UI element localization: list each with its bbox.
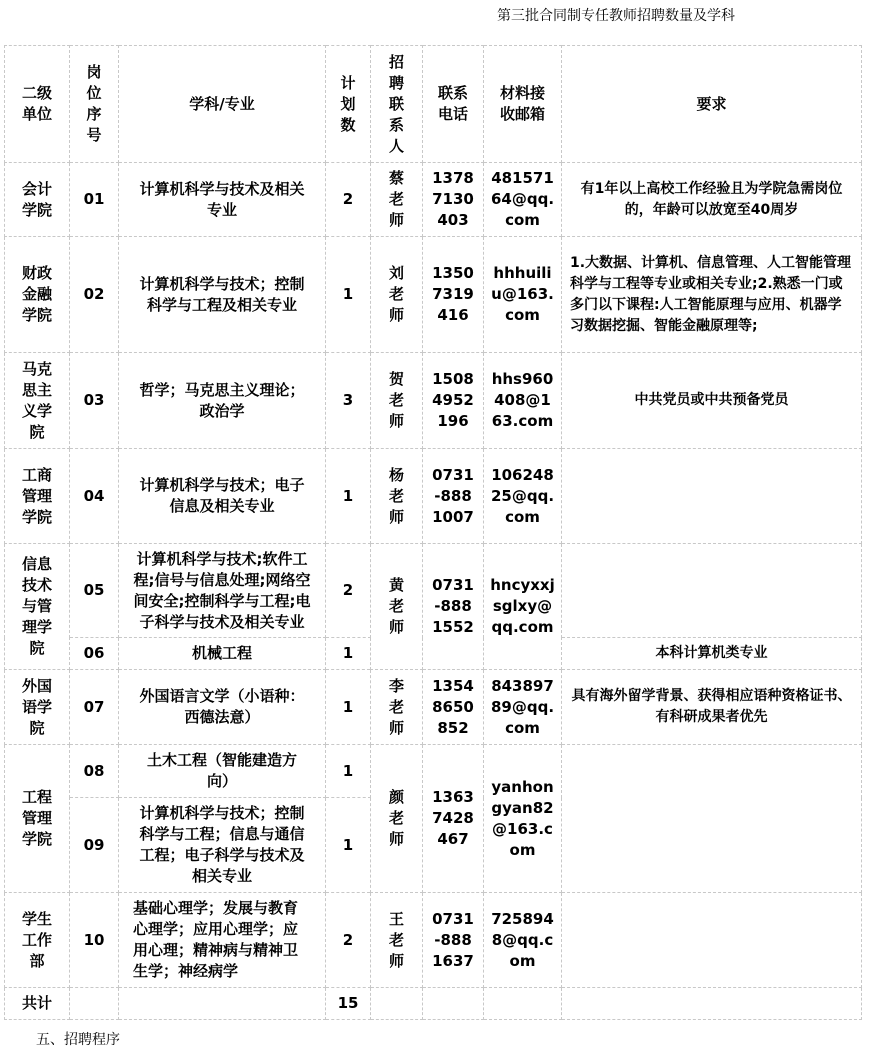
requirement-cell: 具有海外留学背景、获得相应语种资格证书、有科研成果者优先 xyxy=(562,670,862,745)
empty-cell xyxy=(423,988,484,1020)
empty-cell xyxy=(484,988,562,1020)
plan-cell: 2 xyxy=(326,544,371,638)
position-no: 07 xyxy=(70,670,119,745)
requirement-cell: 中共党员或中共预备党员 xyxy=(562,353,862,449)
phone-cell: 13787130403 xyxy=(423,163,484,237)
subject-cell: 计算机科学与技术；电子信息及相关专业 xyxy=(119,449,326,544)
header-subject: 学科/专业 xyxy=(119,46,326,163)
contact-cell: 黄老师 xyxy=(371,544,423,670)
plan-cell: 2 xyxy=(326,893,371,988)
plan-cell: 1 xyxy=(326,237,371,353)
section-heading: 五、招聘程序 xyxy=(36,1032,120,1048)
unit-cell: 工程管理学院 xyxy=(5,745,70,893)
email-cell: hncyxxjsglxy@qq.com xyxy=(484,544,562,670)
header-row xyxy=(5,46,862,163)
phone-cell: 0731-8881552 xyxy=(423,544,484,670)
header-phone: 联系电话 xyxy=(423,46,484,163)
subject-cell: 基础心理学；发展与教育心理学；应用心理学；应用心理；精神病与精神卫生学；神经病学 xyxy=(119,893,326,988)
header-requirements: 要求 xyxy=(562,46,862,163)
table-row xyxy=(5,670,862,745)
position-no: 06 xyxy=(70,638,119,670)
contact-cell: 贺老师 xyxy=(371,353,423,449)
contact-cell: 杨老师 xyxy=(371,449,423,544)
requirement-cell: 1.大数据、计算机、信息管理、人工智能管理科学与工程等专业或相关专业;2.熟悉一门或多门以下课程:人工智能原理与应用、机器学习数据挖掘、智能金融原理等; xyxy=(562,237,862,353)
phone-cell: 13637428467 xyxy=(423,745,484,893)
plan-cell: 1 xyxy=(326,745,371,798)
header-email: 材料接收邮箱 xyxy=(484,46,562,163)
plan-cell: 3 xyxy=(326,353,371,449)
unit-cell: 工商管理学院 xyxy=(5,449,70,544)
contact-cell: 蔡老师 xyxy=(371,163,423,237)
subject-cell: 土木工程（智能建造方向） xyxy=(119,745,326,798)
contact-cell: 颜老师 xyxy=(371,745,423,893)
table-row xyxy=(5,353,862,449)
requirement-cell xyxy=(562,544,862,638)
subject-cell: 哲学；马克思主义理论；政治学 xyxy=(119,353,326,449)
subject-cell: 机械工程 xyxy=(119,638,326,670)
requirement-cell xyxy=(562,745,862,893)
recruitment-table xyxy=(4,45,862,1020)
requirement-cell xyxy=(562,893,862,988)
unit-cell: 财政金融学院 xyxy=(5,237,70,353)
plan-cell: 1 xyxy=(326,670,371,745)
plan-cell: 1 xyxy=(326,638,371,670)
subject-cell: 计算机科学与技术；控制科学与工程；信息与通信工程；电子科学与技术及相关专业 xyxy=(119,798,326,893)
table-caption: 第三批合同制专任教师招聘数量及学科 xyxy=(497,8,735,24)
contact-cell: 刘老师 xyxy=(371,237,423,353)
position-no: 01 xyxy=(70,163,119,237)
phone-cell: 13548650852 xyxy=(423,670,484,745)
contact-cell: 李老师 xyxy=(371,670,423,745)
email-cell: 7258948@qq.com xyxy=(484,893,562,988)
unit-cell: 学生工作部 xyxy=(5,893,70,988)
subject-cell: 计算机科学与技术及相关专业 xyxy=(119,163,326,237)
phone-cell: 0731-8881637 xyxy=(423,893,484,988)
subject-cell: 计算机科学与技术；控制科学与工程及相关专业 xyxy=(119,237,326,353)
empty-cell xyxy=(119,988,326,1020)
unit-cell: 马克思主义学院 xyxy=(5,353,70,449)
empty-cell xyxy=(371,988,423,1020)
table-row xyxy=(5,544,862,638)
phone-cell: 15084952196 xyxy=(423,353,484,449)
position-no: 10 xyxy=(70,893,119,988)
unit-cell: 外国语学院 xyxy=(5,670,70,745)
unit-cell: 信息技术与管理学院 xyxy=(5,544,70,670)
phone-cell: 0731-8881007 xyxy=(423,449,484,544)
email-cell: 10624825@qq.com xyxy=(484,449,562,544)
empty-cell xyxy=(70,988,119,1020)
email-cell: yanhongyan82@163.com xyxy=(484,745,562,893)
unit-cell: 会计学院 xyxy=(5,163,70,237)
table-row xyxy=(5,745,862,798)
position-no: 05 xyxy=(70,544,119,638)
table-row xyxy=(5,163,862,237)
email-cell: 48157164@qq.com xyxy=(484,163,562,237)
position-no: 03 xyxy=(70,353,119,449)
contact-cell: 王老师 xyxy=(371,893,423,988)
requirement-cell: 有1年以上高校工作经验且为学院急需岗位的，年龄可以放宽至40周岁 xyxy=(562,163,862,237)
email-cell: hhhuiliu@163.com xyxy=(484,237,562,353)
position-no: 04 xyxy=(70,449,119,544)
header-position-no: 岗位序号 xyxy=(70,46,119,163)
email-cell: hhs960408@163.com xyxy=(484,353,562,449)
total-plan: 15 xyxy=(326,988,371,1020)
table-row xyxy=(5,449,862,544)
phone-cell: 13507319416 xyxy=(423,237,484,353)
subject-cell: 外国语言文学（小语种：西德法意） xyxy=(119,670,326,745)
requirement-cell: 本科计算机类专业 xyxy=(562,638,862,670)
subject-cell: 计算机科学与技术;软件工程;信号与信息处理;网络空间安全;控制科学与工程;电子科学与技术及相关专业 xyxy=(119,544,326,638)
header-plan: 计划数 xyxy=(326,46,371,163)
requirement-cell xyxy=(562,449,862,544)
plan-cell: 1 xyxy=(326,798,371,893)
position-no: 02 xyxy=(70,237,119,353)
empty-cell xyxy=(562,988,862,1020)
total-label: 共计 xyxy=(5,988,70,1020)
table-row xyxy=(5,237,862,353)
position-no: 09 xyxy=(70,798,119,893)
plan-cell: 1 xyxy=(326,449,371,544)
header-contact: 招聘联系人 xyxy=(371,46,423,163)
table-row xyxy=(5,893,862,988)
position-no: 08 xyxy=(70,745,119,798)
total-row xyxy=(5,988,862,1020)
email-cell: 84389789@qq.com xyxy=(484,670,562,745)
header-unit: 二级单位 xyxy=(5,46,70,163)
plan-cell: 2 xyxy=(326,163,371,237)
